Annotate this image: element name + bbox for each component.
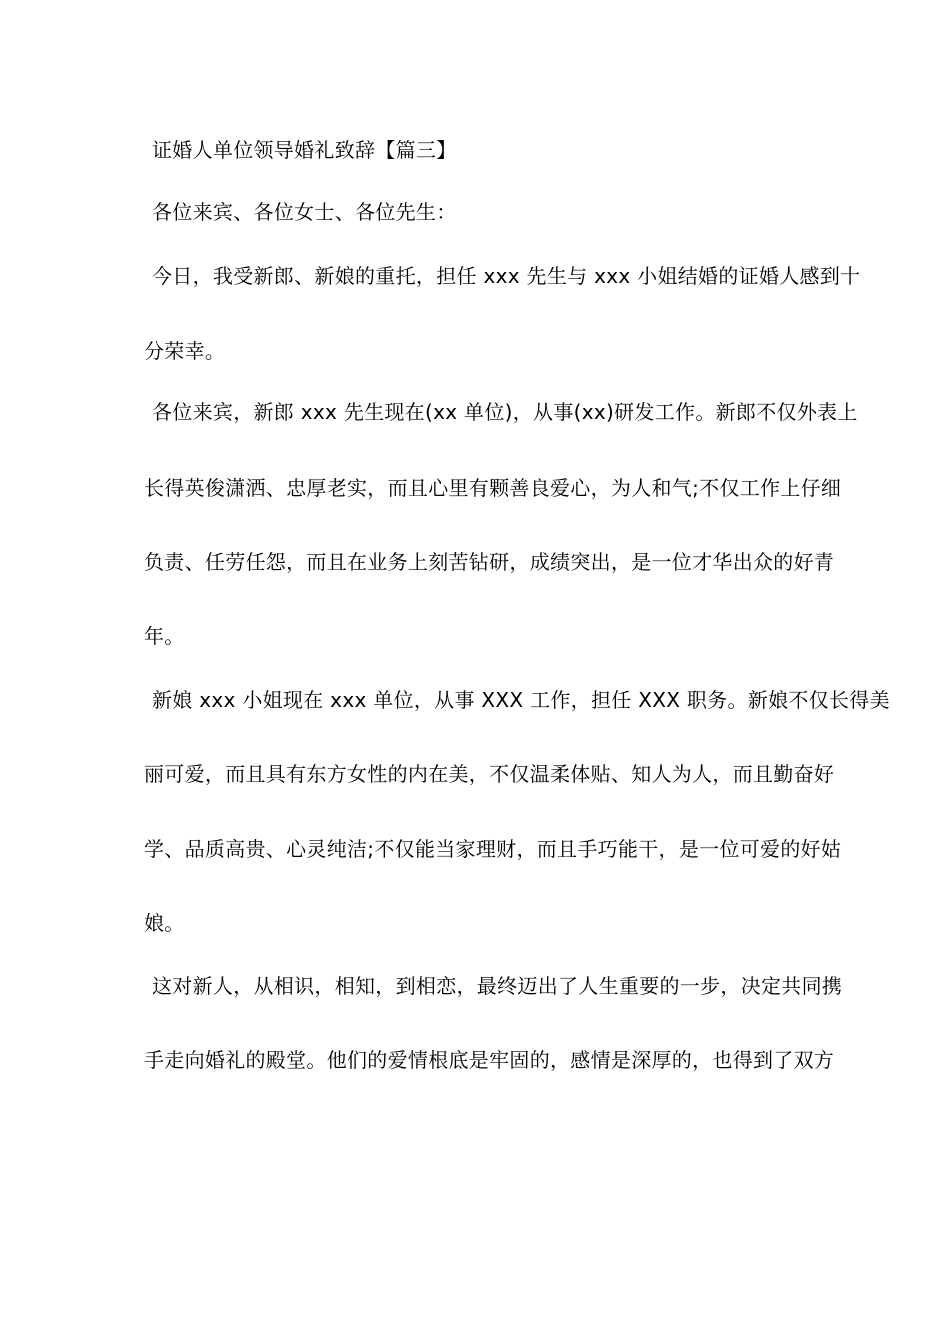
document-title: 证婚人单位领导婚礼致辞【篇三】 [152,138,457,162]
paragraph-line: 新娘 xxx 小姐现在 xxx 单位，从事 XXX 工作，担任 XXX 职务。新娘不仅长得美 [152,688,890,712]
paragraph-line: 各位来宾、各位女士、各位先生： [152,200,457,224]
paragraph-line: 这对新人，从相识，相知，到相恋，最终迈出了人生重要的一步，决定共同携 [152,974,843,998]
paragraph-line: 各位来宾，新郎 xxx 先生现在(xx 单位)，从事(xx)研发工作。新郎不仅外表上 [152,400,858,424]
paragraph-line: 长得英俊潇洒、忠厚老实，而且心里有颗善良爱心，为人和气;不仅工作上仔细 [144,476,842,500]
paragraph-line: 分荣幸。 [144,339,226,363]
paragraph-line: 丽可爱，而且具有东方女性的内在美，不仅温柔体贴、知人为人，而且勤奋好 [144,762,835,786]
paragraph-line: 娘。 [144,911,185,935]
paragraph-line: 今日，我受新郎、新娘的重托，担任 xxx 先生与 xxx 小姐结婚的证婚人感到十 [152,264,861,288]
paragraph-line: 学、品质高贵、心灵纯洁;不仅能当家理财，而且手巧能干，是一位可爱的好姑 [144,837,842,861]
paragraph-line: 年。 [144,624,185,648]
paragraph-line: 负责、任劳任怨，而且在业务上刻苦钻研，成绩突出，是一位才华出众的好青 [144,550,835,574]
paragraph-line: 手走向婚礼的殿堂。他们的爱情根底是牢固的，感情是深厚的，也得到了双方 [144,1048,835,1072]
